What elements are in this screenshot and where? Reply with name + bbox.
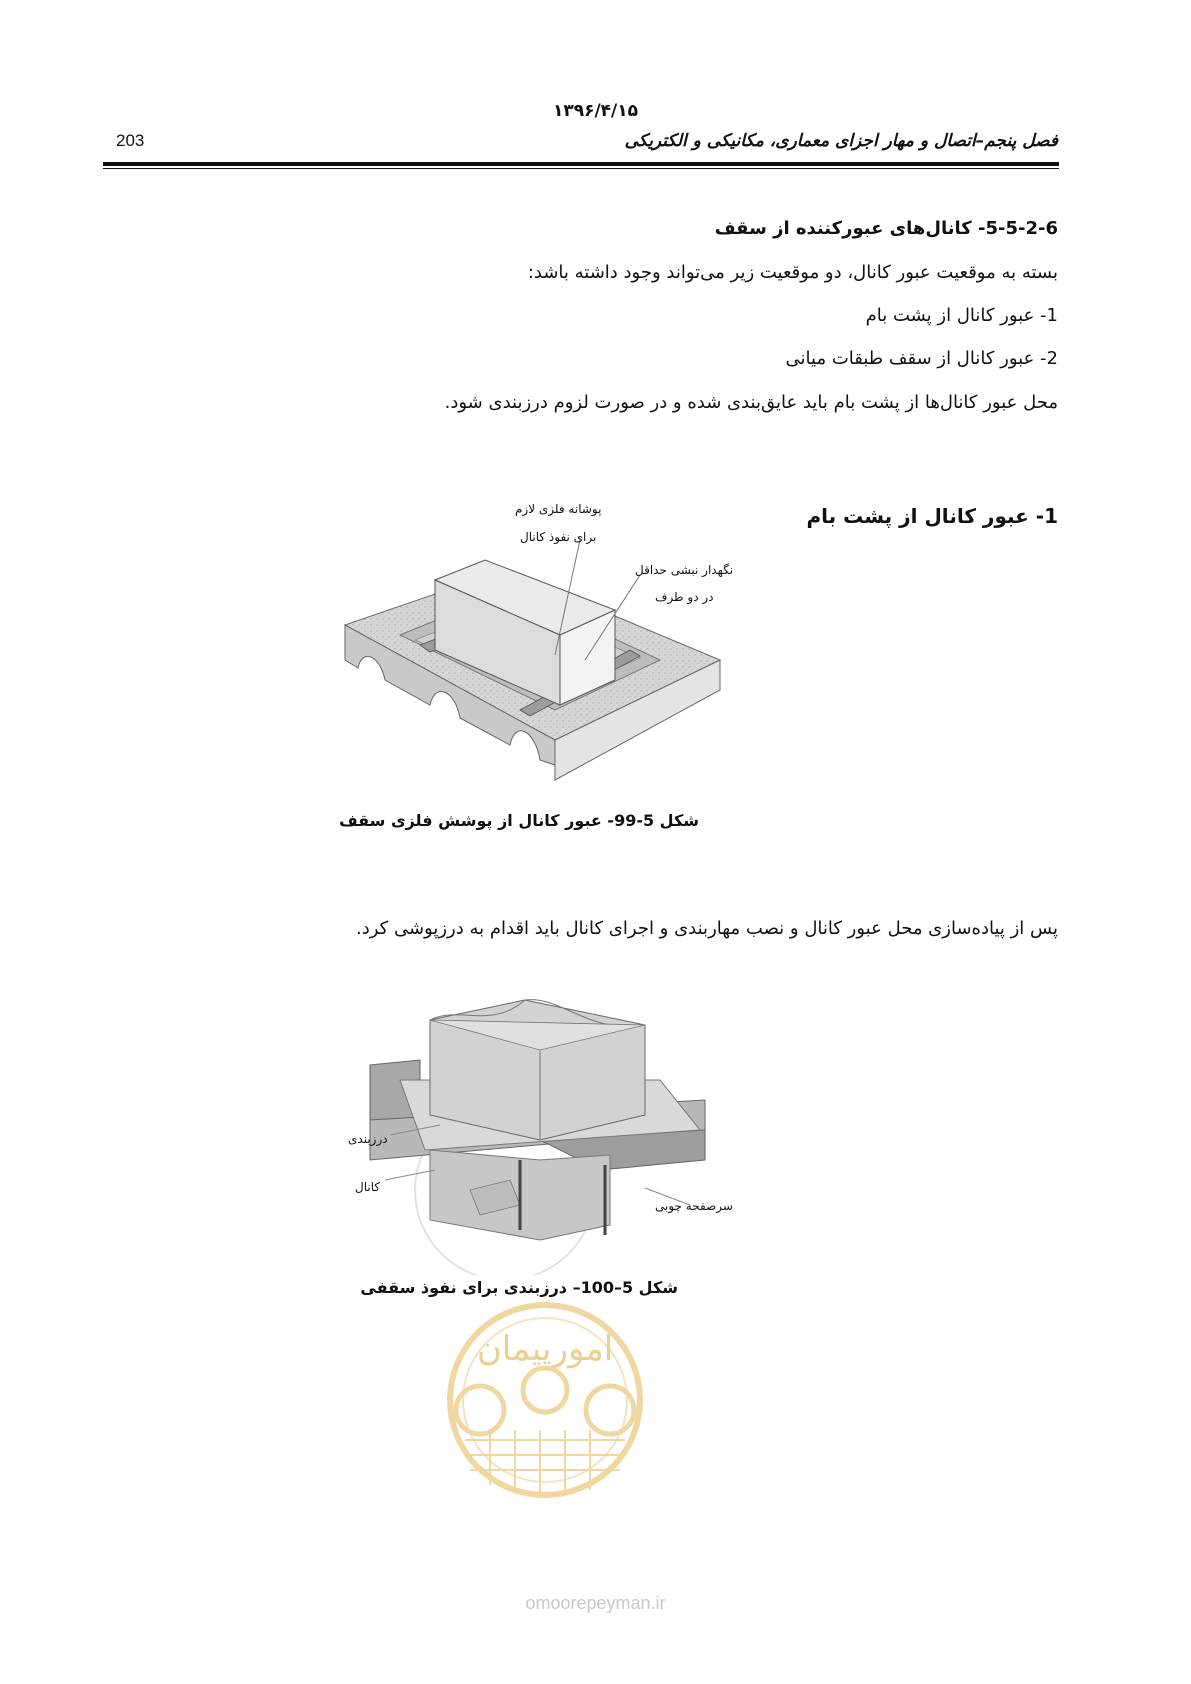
- fig100-label-seal: درزبندی: [348, 1132, 388, 1146]
- header-rule-thin: [103, 168, 1059, 169]
- sealing-paragraph: پس از پیاده‌سازی محل عبور کانال و نصب مهاربندی و اجرای کانال باید اقدام به درزپوشی کرد.: [356, 918, 1058, 939]
- fig99-label-sleeve-1: پوشانه فلزی لازم: [515, 502, 602, 516]
- header-rule-thick: [103, 162, 1059, 166]
- watermark-logo: [430, 1300, 660, 1510]
- figure-100-caption: شکل 5–100– درزبندی برای نفوذ سقفی: [360, 1278, 678, 1297]
- list-item: 1- عبور کانال از پشت بام: [865, 305, 1058, 326]
- chapter-title: فصل پنجم–اتصال و مهار اجزای معماری، مکانیکی و الکتریکی: [624, 131, 1058, 151]
- watermark-site: omoorepeyman.ir: [525, 1593, 666, 1613]
- fig99-label-angle-1: نگهدار نبشی حداقل: [635, 563, 734, 577]
- fig100-label-wood: سرصفحه چوبی: [655, 1199, 733, 1213]
- fig99-label-sleeve-2: برای نفوذ کانال: [520, 530, 597, 544]
- note-paragraph: محل عبور کانال‌ها از پشت بام باید عایق‌بندی شده و در صورت لزوم درزبندی شود.: [444, 392, 1058, 413]
- figure-99-caption: شکل 5-99- عبور کانال از پوشش فلزی سقف: [339, 811, 699, 830]
- subsection-heading: 1- عبور کانال از پشت بام: [806, 504, 1058, 528]
- list-item: 2- عبور کانال از سقف طبقات میانی: [785, 348, 1058, 369]
- figure-100-illustration: [360, 990, 720, 1275]
- fig99-label-angle-2: در دو طرف: [655, 590, 714, 604]
- page-number: 203: [116, 131, 145, 150]
- header-date: ۱۳۹۶/۴/۱۵: [552, 101, 639, 121]
- intro-paragraph: بسته به موقعیت عبور کانال، دو موقعیت زیر می‌تواند وجود داشته باشد:: [527, 262, 1058, 283]
- fig100-label-duct: کانال: [355, 1180, 381, 1194]
- section-heading: 5-5-2-6- کانال‌های عبورکننده از سقف: [714, 218, 1058, 239]
- watermark-logo-text: امورپیمان: [476, 1329, 614, 1369]
- figure-99-illustration: [340, 540, 740, 800]
